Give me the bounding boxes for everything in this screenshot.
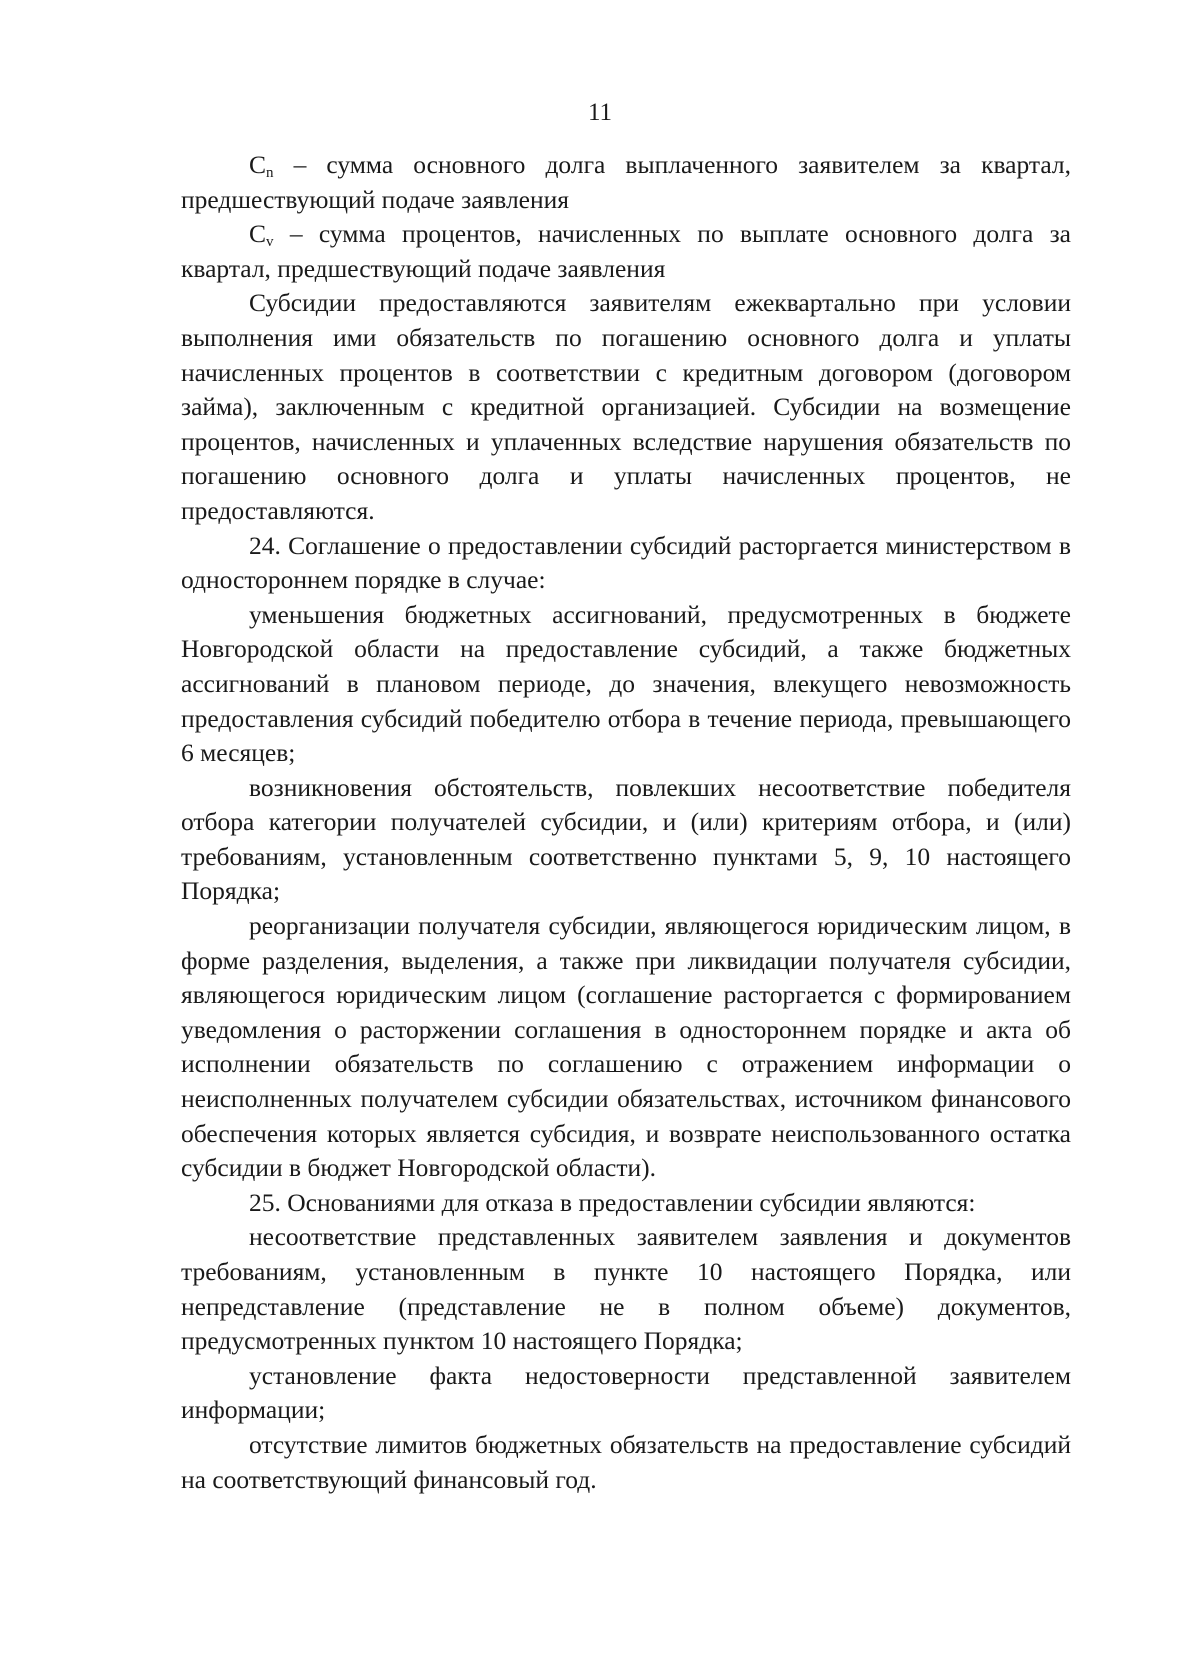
paragraph-clause-24: 24. Соглашение о предоставлении субсидий расторгается министерством в одностороннем порядке в случае: <box>181 530 1071 595</box>
paragraph-circumstances: возникновения обстоятельств, повлекших несоответствие победителя отбора категории получателей субсидии, и (или) критериям отбора, и (или) требованиям, установленным соответственно пунктами 5, 9, 10 настоящего Порядка; <box>181 772 1071 906</box>
paragraph-nonconformity: несоответствие представленных заявителем заявления и документов требованиям, установленным в пункте 10 настоящего Порядка, или непредставление (представление не в полном объеме) документов, предусмотренных пунктом 10 настоящего Порядка; <box>181 1222 1071 1356</box>
variable-symbol: C <box>249 150 267 179</box>
variable-description: – сумма процентов, начисленных по выплате основного долга за квартал, предшествующий подаче заявления <box>181 219 1071 283</box>
formula-variable-cn <box>181 148 1071 217</box>
paragraph-subsidy-conditions: Субсидии предоставляются заявителям ежеквартально при условии выполнения ими обязательств по погашению основного долга и уплаты начисленных процентов в соответствии с кредитным договором (договором займа), заключенным с кредитной организацией. Субсидии на возмещение процентов, начисленных и уплаченных вследствие нарушения обязательств по погашению основного долга и уплаты начисленных процентов, не предоставляются. <box>181 288 1071 525</box>
page-number: 11 <box>587 99 613 126</box>
paragraph-false-information: установление факта недостоверности представленной заявителем информации; <box>181 1360 1071 1425</box>
paragraph-no-limits: отсутствие лимитов бюджетных обязательств на предоставление субсидий на соответствующий финансовый год. <box>181 1429 1071 1494</box>
variable-symbol: C <box>249 219 267 249</box>
paragraph-clause-25: 25. Основаниями для отказа в предоставлении субсидии являются: <box>249 1187 976 1217</box>
formula-variable-cv <box>181 217 1071 286</box>
paragraph-reorganization: реорганизации получателя субсидии, являющегося юридическим лицом, в форме разделения, выделения, а также при ликвидации получателя субсидии, являющегося юридическим лицом (соглашение расторгается с формированием уведомления о расторжении соглашения в одностороннем порядке и акта об исполнении обязательств по соглашению с отражением информации о неисполненных получателем субсидии обязательствах, источником финансового обеспечения которых является субсидия, и возврате неиспользованного остатка субсидии в бюджет Новгородской области). <box>181 911 1071 1183</box>
document-body <box>181 148 1071 1497</box>
paragraph-budget-reduction: уменьшения бюджетных ассигнований, предусмотренных в бюджете Новгородской области на предоставление субсидий, а также бюджетных ассигнований в плановом периоде, до значения, влекущего невозможность предоставления субсидий победителю отбора в течение периода, превышающего 6 месяцев; <box>181 599 1071 768</box>
variable-description: – сумма основного долга выплаченного заявителем за квартал, предшествующий подаче заявления <box>181 150 1071 214</box>
variable-subscript: v <box>266 234 274 251</box>
variable-subscript: n <box>266 165 274 181</box>
